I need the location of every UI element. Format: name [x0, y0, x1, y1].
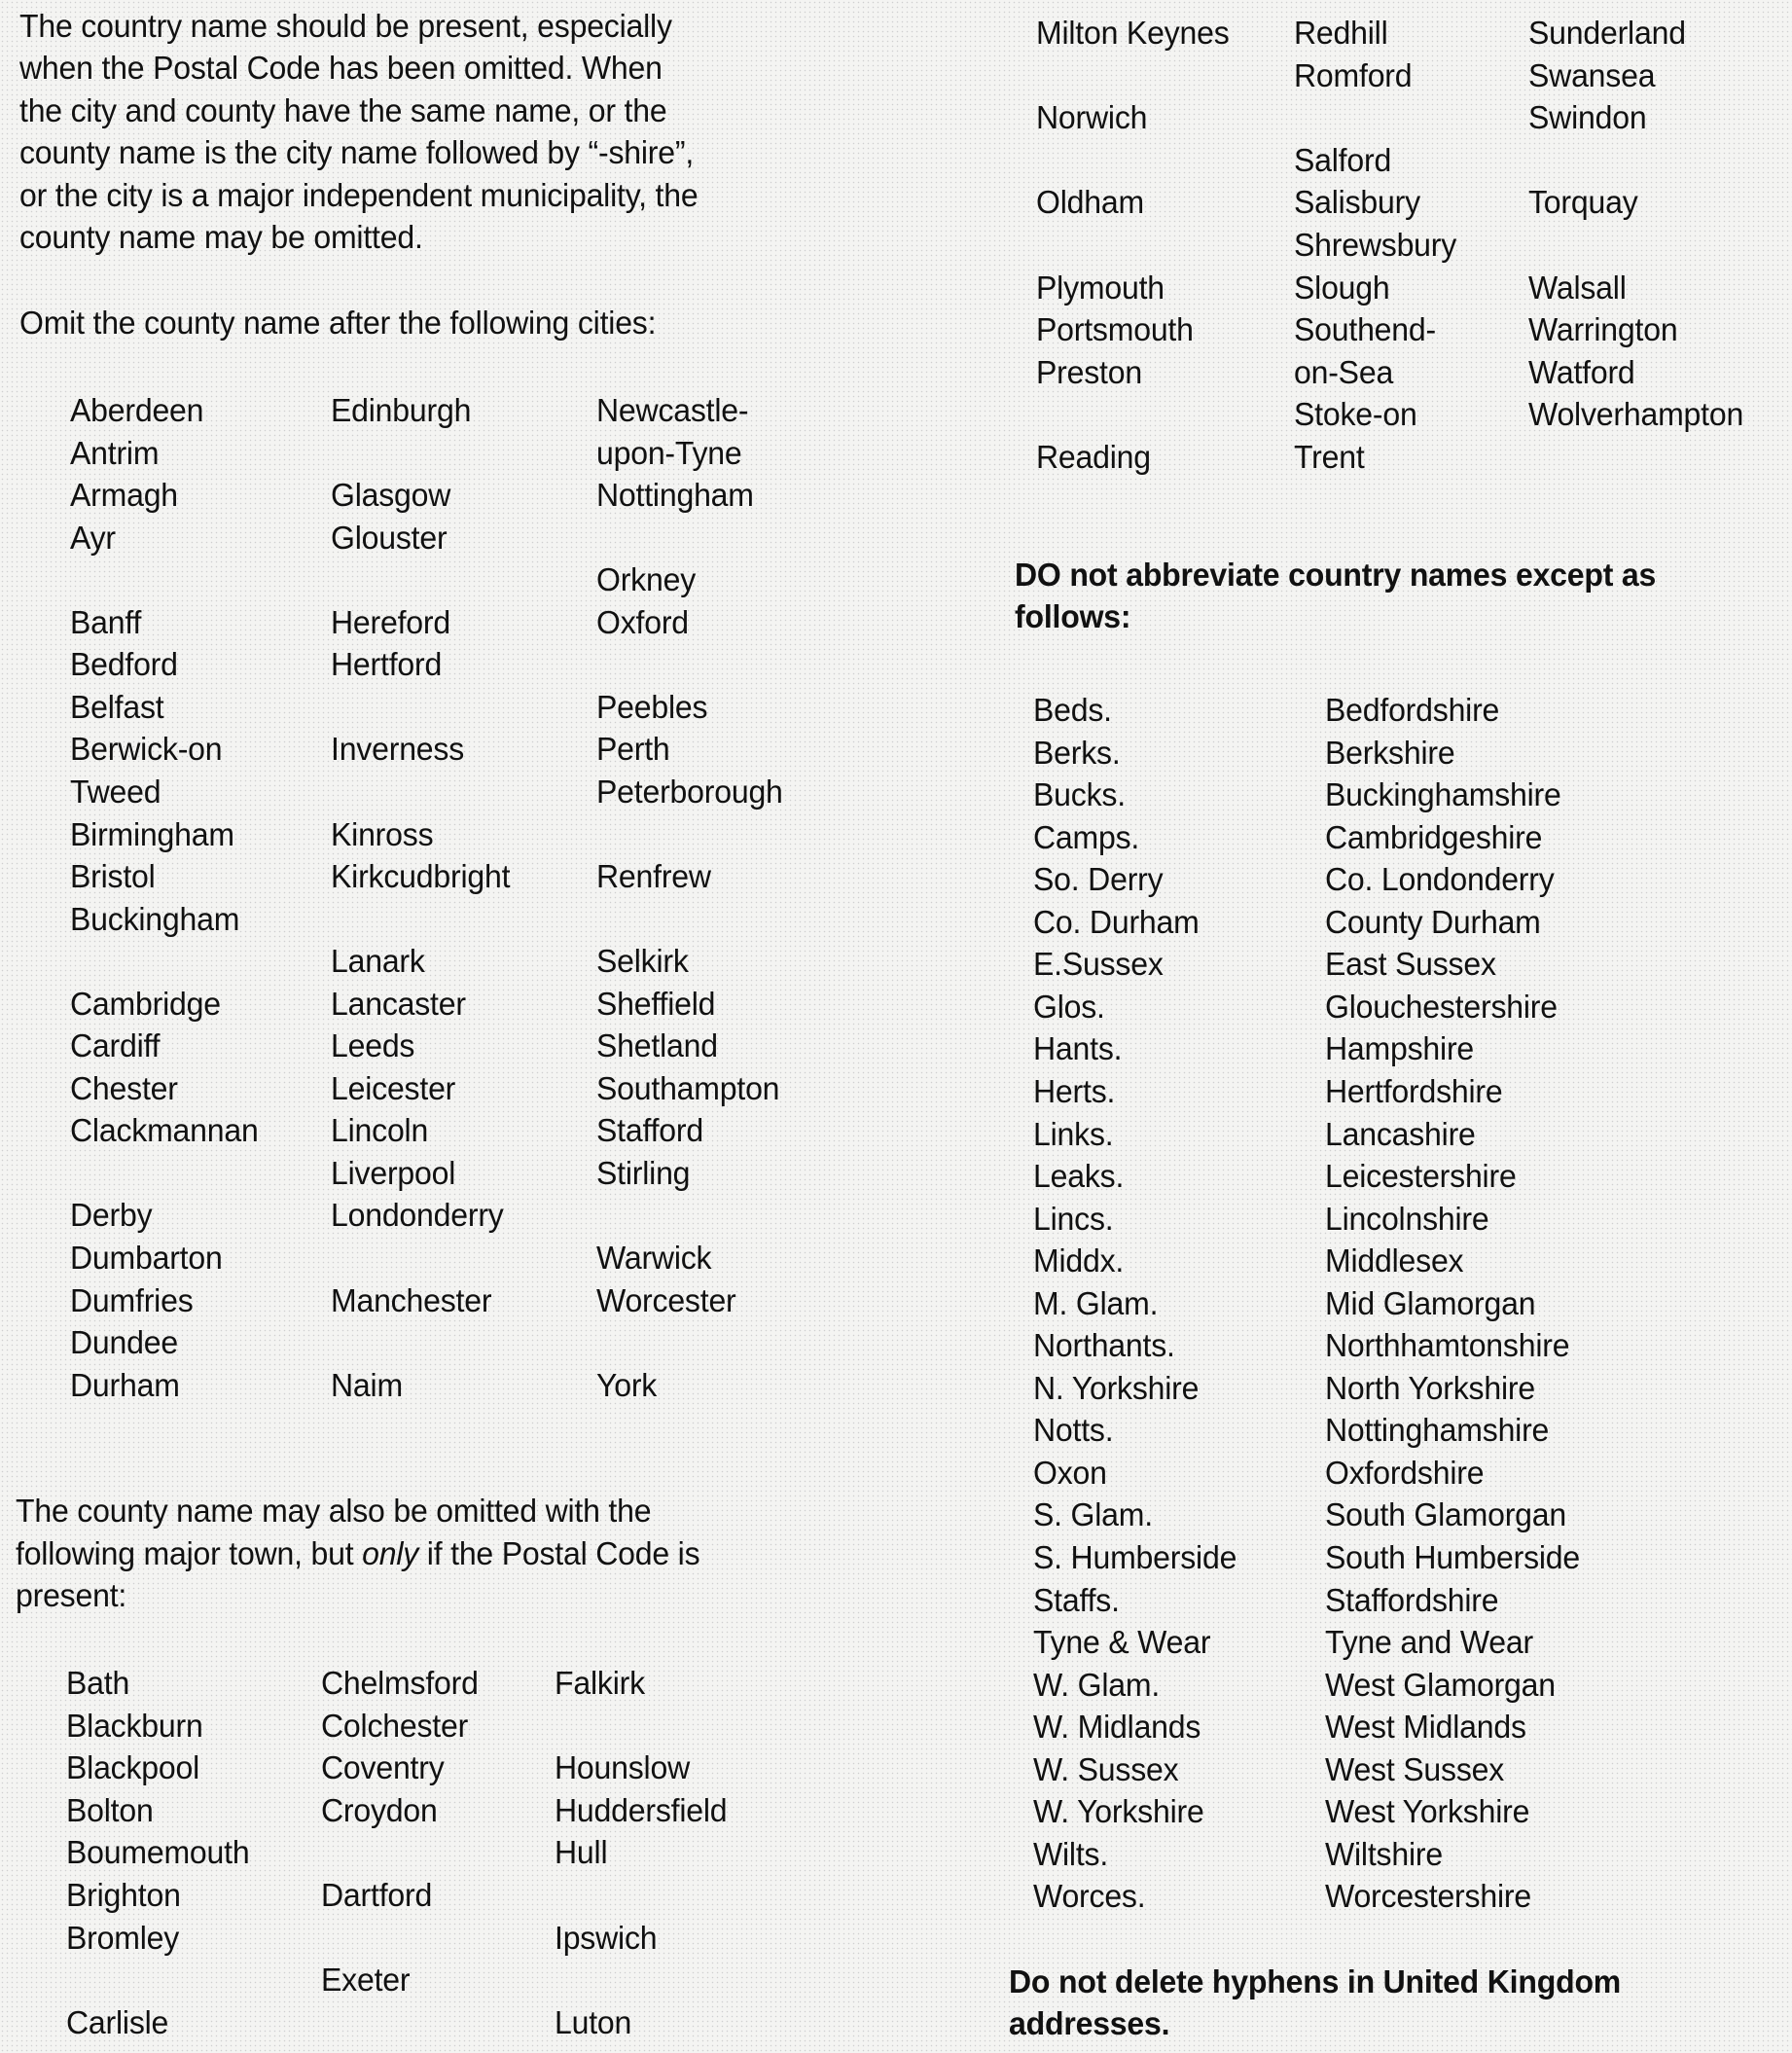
- town-cell: Dartford: [321, 1877, 433, 1913]
- abbreviation-cell: North Yorkshire: [1325, 1369, 1535, 1406]
- city-cell: Cardiff: [70, 1027, 161, 1064]
- city-cell: Leeds: [331, 1027, 415, 1064]
- city-cell: Stafford: [596, 1112, 703, 1149]
- abbreviation-cell: County Durham: [1325, 903, 1541, 940]
- town-cell: Walsall: [1528, 269, 1627, 306]
- city-cell: Leicester: [331, 1069, 456, 1106]
- abbreviation-cell: Wilts.: [1033, 1835, 1109, 1872]
- abbreviation-cell: Herts.: [1033, 1072, 1116, 1109]
- town-cell: Watford: [1528, 353, 1635, 390]
- abbreviation-cell: Worcestershire: [1325, 1878, 1531, 1915]
- town-cell: Warrington: [1528, 311, 1678, 348]
- city-cell: Sheffield: [596, 985, 716, 1022]
- abbreviation-cell: Lancashire: [1325, 1115, 1476, 1152]
- towns-note-line: The county name may also be omitted with the: [16, 1493, 652, 1529]
- abbreviation-cell: South Glamorgan: [1325, 1496, 1566, 1533]
- abbreviation-cell: Mid Glamorgan: [1325, 1284, 1536, 1321]
- city-cell: Worcester: [596, 1281, 736, 1318]
- abbreviation-cell: Staffordshire: [1325, 1581, 1499, 1618]
- abbreviation-cell: N. Yorkshire: [1033, 1369, 1200, 1406]
- city-cell: Shetland: [596, 1027, 718, 1064]
- town-cell: Bromley: [66, 1919, 180, 1956]
- city-cell: Lancaster: [331, 985, 466, 1022]
- town-cell: Blackpool: [66, 1749, 200, 1786]
- abbreviation-cell: So. Derry: [1033, 861, 1164, 898]
- town-cell: Luton: [555, 2003, 632, 2040]
- abbreviation-cell: Middx.: [1033, 1243, 1125, 1279]
- city-cell: Buckingham: [70, 900, 240, 937]
- city-cell: Armagh: [70, 477, 178, 514]
- city-cell: Cambridge: [70, 985, 221, 1022]
- abbreviation-cell: Lincs.: [1033, 1200, 1114, 1237]
- town-cell: Blackburn: [66, 1707, 203, 1744]
- city-cell: Bristol: [70, 858, 156, 895]
- abbreviation-cell: Hertfordshire: [1325, 1072, 1503, 1109]
- abbreviation-cell: Northhamtonshire: [1325, 1327, 1570, 1364]
- city-cell: Kirkcudbright: [331, 858, 511, 895]
- city-cell: upon-Tyne: [596, 434, 742, 471]
- abbreviation-cell: West Midlands: [1325, 1709, 1526, 1746]
- town-cell: Portsmouth: [1036, 311, 1194, 348]
- town-cell: Croydon: [321, 1791, 438, 1828]
- town-cell: Stoke-on: [1294, 396, 1417, 433]
- town-cell: Exeter: [321, 1962, 411, 1999]
- footer-note-line: Do not delete hyphens in United Kingdom: [1009, 1963, 1622, 1999]
- city-cell: Inverness: [331, 731, 465, 768]
- towns-note-text: following major town, but: [16, 1535, 363, 1571]
- abbreviation-cell: Camps.: [1033, 818, 1140, 855]
- abbreviation-cell: Leaks.: [1033, 1158, 1125, 1195]
- city-cell: Warwick: [596, 1240, 712, 1276]
- abbreviation-cell: Hampshire: [1325, 1030, 1475, 1067]
- city-cell: Southampton: [596, 1069, 780, 1106]
- city-cell: Aberdeen: [70, 392, 204, 428]
- town-cell: Trent: [1294, 439, 1365, 475]
- city-cell: Edinburgh: [331, 392, 472, 428]
- town-cell: Plymouth: [1036, 269, 1165, 306]
- city-cell: Berwick-on: [70, 731, 223, 768]
- town-cell: Reading: [1036, 439, 1151, 475]
- abbreviation-cell: West Glamorgan: [1325, 1666, 1556, 1703]
- town-cell: Norwich: [1036, 99, 1148, 136]
- city-cell: Peebles: [596, 688, 708, 725]
- abbreviation-cell: Hants.: [1033, 1030, 1123, 1067]
- town-cell: Slough: [1294, 269, 1390, 306]
- abbreviation-cell: Tyne & Wear: [1033, 1624, 1211, 1661]
- city-cell: Birmingham: [70, 815, 234, 852]
- city-cell: Chester: [70, 1069, 178, 1106]
- city-cell: Lincoln: [331, 1112, 429, 1149]
- abbreviation-cell: Oxon: [1033, 1454, 1107, 1491]
- city-cell: Stirling: [596, 1154, 691, 1191]
- city-cell: Durham: [70, 1366, 180, 1403]
- abbreviation-cell: W. Yorkshire: [1033, 1793, 1204, 1830]
- town-cell: Coventry: [321, 1749, 445, 1786]
- abbreviation-cell: Middlesex: [1325, 1243, 1464, 1279]
- towns-note-emphasis: only: [362, 1535, 419, 1571]
- abbreviation-cell: Nottinghamshire: [1325, 1412, 1550, 1449]
- intro-line: when the Postal Code has been omitted. When: [19, 50, 663, 86]
- town-cell: Hounslow: [555, 1749, 691, 1786]
- town-cell: Redhill: [1294, 15, 1388, 51]
- town-cell: Salisbury: [1294, 184, 1420, 221]
- town-cell: on-Sea: [1294, 353, 1394, 390]
- towns-note-line: present:: [16, 1577, 127, 1613]
- town-cell: Torquay: [1528, 184, 1638, 221]
- city-cell: Renfrew: [596, 858, 711, 895]
- city-cell: Dumfries: [70, 1281, 194, 1318]
- city-cell: Bedford: [70, 646, 178, 683]
- town-cell: Boumemouth: [66, 1834, 250, 1871]
- town-cell: Brighton: [66, 1877, 181, 1913]
- city-cell: Manchester: [331, 1281, 492, 1318]
- abbreviation-cell: East Sussex: [1325, 946, 1496, 983]
- abbreviation-cell: Staffs.: [1033, 1581, 1120, 1618]
- abbreviation-cell: Bedfordshire: [1325, 692, 1500, 728]
- intro-line: or the city is a major independent municipality, the: [19, 177, 699, 213]
- town-cell: Falkirk: [555, 1665, 645, 1701]
- town-cell: Salford: [1294, 141, 1392, 178]
- abbreviations-heading-line: DO not abbreviate country names except as: [1015, 557, 1657, 593]
- city-cell: Clackmannan: [70, 1112, 259, 1149]
- city-cell: Ayr: [70, 519, 116, 556]
- abbreviation-cell: Buckinghamshire: [1325, 776, 1561, 813]
- abbreviation-cell: S. Humberside: [1033, 1539, 1237, 1575]
- city-cell: Dumbarton: [70, 1240, 223, 1276]
- town-cell: Milton Keynes: [1036, 15, 1230, 51]
- town-cell: Oldham: [1036, 184, 1144, 221]
- town-cell: Chelmsford: [321, 1665, 479, 1701]
- city-cell: Orkney: [596, 561, 697, 598]
- abbreviation-cell: West Sussex: [1325, 1750, 1505, 1787]
- city-cell: Nottingham: [596, 477, 754, 514]
- town-cell: Colchester: [321, 1707, 469, 1744]
- city-cell: Glouster: [331, 519, 448, 556]
- city-cell: Newcastle-: [596, 392, 749, 428]
- abbreviation-cell: W. Glam.: [1033, 1666, 1161, 1703]
- footer-note-line: addresses.: [1009, 2005, 1170, 2041]
- abbreviation-cell: Berkshire: [1325, 734, 1455, 771]
- abbreviation-cell: West Yorkshire: [1325, 1793, 1530, 1830]
- city-cell: Peterborough: [596, 773, 783, 810]
- city-cell: Antrim: [70, 434, 160, 471]
- abbreviation-cell: S. Glam.: [1033, 1496, 1153, 1533]
- town-cell: Sunderland: [1528, 15, 1686, 51]
- city-cell: York: [596, 1366, 658, 1403]
- abbreviation-cell: Tyne and Wear: [1325, 1624, 1533, 1661]
- town-cell: Romford: [1294, 56, 1413, 93]
- abbreviation-cell: Berks.: [1033, 734, 1121, 771]
- city-cell: Selkirk: [596, 943, 689, 980]
- town-cell: Bolton: [66, 1791, 154, 1828]
- abbreviation-cell: Oxfordshire: [1325, 1454, 1485, 1491]
- city-cell: Glasgow: [331, 477, 451, 514]
- city-cell: Liverpool: [331, 1154, 456, 1191]
- city-cell: Dundee: [70, 1324, 178, 1361]
- abbreviation-cell: E.Sussex: [1033, 946, 1164, 983]
- town-cell: Swansea: [1528, 56, 1656, 93]
- city-cell: Naim: [331, 1366, 403, 1403]
- abbreviation-cell: Leicestershire: [1325, 1158, 1517, 1195]
- city-cell: Belfast: [70, 688, 164, 725]
- abbreviation-cell: Glouchestershire: [1325, 988, 1558, 1025]
- city-cell: Banff: [70, 603, 142, 640]
- city-cell: Hereford: [331, 603, 450, 640]
- abbreviation-cell: Notts.: [1033, 1412, 1114, 1449]
- abbreviation-cell: Cambridgeshire: [1325, 818, 1543, 855]
- abbreviation-cell: Glos.: [1033, 988, 1105, 1025]
- towns-note-text: if the Postal Code is: [418, 1535, 700, 1571]
- town-cell: Preston: [1036, 353, 1142, 390]
- abbreviation-cell: Links.: [1033, 1115, 1114, 1152]
- abbreviation-cell: Bucks.: [1033, 776, 1126, 813]
- town-cell: Wolverhampton: [1528, 396, 1744, 433]
- abbreviations-heading-line: follows:: [1015, 598, 1131, 634]
- city-cell: Oxford: [596, 603, 689, 640]
- abbreviation-cell: Worces.: [1033, 1878, 1146, 1915]
- abbreviation-cell: W. Sussex: [1033, 1750, 1179, 1787]
- town-cell: Southend-: [1294, 311, 1436, 348]
- town-cell: Bath: [66, 1665, 130, 1701]
- intro-line: the city and county have the same name, or the: [19, 92, 667, 128]
- abbreviation-cell: M. Glam.: [1033, 1284, 1159, 1321]
- abbreviation-cell: Wiltshire: [1325, 1835, 1443, 1872]
- abbreviation-cell: South Humberside: [1325, 1539, 1581, 1575]
- town-cell: Ipswich: [555, 1919, 658, 1956]
- abbreviation-cell: Northants.: [1033, 1327, 1175, 1364]
- city-cell: Lanark: [331, 943, 425, 980]
- abbreviation-cell: Co. Durham: [1033, 903, 1200, 940]
- abbreviation-cell: Beds.: [1033, 692, 1112, 728]
- town-cell: Huddersfield: [555, 1791, 728, 1828]
- intro-line: The country name should be present, especially: [19, 8, 672, 44]
- town-cell: Shrewsbury: [1294, 227, 1457, 263]
- city-cell: Perth: [596, 731, 670, 768]
- intro-line: county name is the city name followed by “-shire”,: [19, 134, 695, 170]
- city-cell: Tweed: [70, 773, 161, 810]
- omit-heading: Omit the county name after the following cities:: [19, 305, 657, 341]
- abbreviation-cell: Lincolnshire: [1325, 1200, 1489, 1237]
- town-cell: Carlisle: [66, 2003, 169, 2040]
- city-cell: Kinross: [331, 815, 434, 852]
- abbreviation-cell: Co. Londonderry: [1325, 861, 1555, 898]
- city-cell: Hertford: [331, 646, 443, 683]
- town-cell: Swindon: [1528, 99, 1647, 136]
- city-cell: Londonderry: [331, 1197, 504, 1234]
- abbreviation-cell: W. Midlands: [1033, 1709, 1201, 1746]
- intro-line: county name may be omitted.: [19, 219, 423, 255]
- towns-note-line: [16, 1537, 699, 1569]
- city-cell: Derby: [70, 1197, 153, 1234]
- town-cell: Hull: [555, 1834, 608, 1871]
